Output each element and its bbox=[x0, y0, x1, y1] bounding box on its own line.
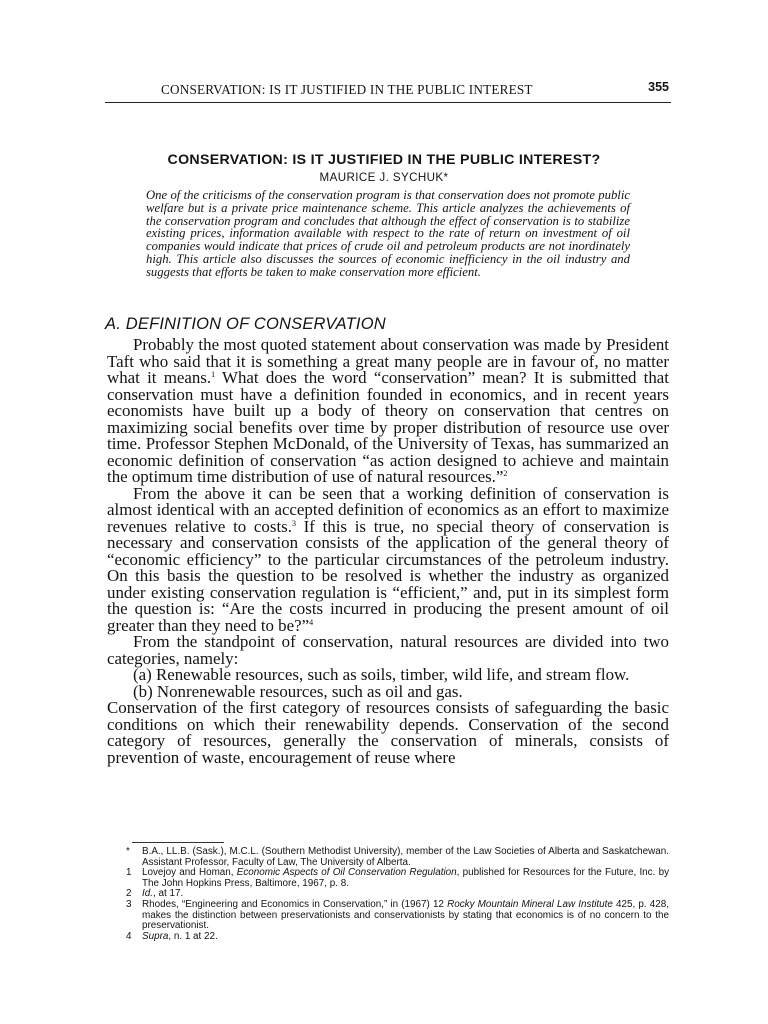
paragraph-3: From the standpoint of conservation, natural resources are divided into two categories, namely: bbox=[107, 632, 669, 668]
footnote-marker: 3 bbox=[126, 898, 132, 910]
article-title: CONSERVATION: IS IT JUSTIFIED IN THE PUBLIC INTEREST? bbox=[167, 152, 601, 168]
paragraph-4: Conservation of the first category of resources consists of safeguarding the basic conditions on which their renewability depends. Conservation of the second category of resources, generally the conservation of minerals, consists of prevention of waste, encouragement of reuse where bbox=[107, 698, 669, 767]
author-name: MAURICE J. SYCHUK* bbox=[319, 171, 449, 184]
footnote-text: 425, p. 428, makes the distinction between preservationists and conservationists by stating that economics is of no concern to the preservationist. bbox=[142, 898, 670, 932]
footnote-text: Rocky Mountain Mineral Law Institute bbox=[447, 898, 613, 910]
footnote-4 bbox=[126, 932, 669, 943]
footnote-text: Id. bbox=[142, 888, 153, 900]
section-heading: A. DEFINITION OF CONSERVATION bbox=[105, 315, 386, 333]
footnote-1 bbox=[126, 868, 669, 889]
paragraph-1 bbox=[107, 337, 669, 486]
footnote-marker: * bbox=[126, 846, 130, 857]
footnote-divider bbox=[132, 842, 224, 843]
paragraph-1-text-b: What does the word “conservation” mean? It is submitted that conservation must have a definition founded in economics, and in recent years economists have built up a body of theory on conservation that centres on maximizing social benefits over time by proper distribution of resource use over time. Professor Stephen McDonald, of the University of Texas, has summarized an economic definition of conservation “as action designed to achieve and maintain the optimum time distribution of use of natural resources.” bbox=[107, 368, 669, 486]
footnote-ref-4[interactable]: 4 bbox=[309, 617, 314, 627]
footnote-text: Rhodes, “Engineering and Economics in Conservation,” in (1967) 12 bbox=[142, 898, 448, 910]
running-header bbox=[105, 80, 671, 103]
footnote-3 bbox=[126, 900, 669, 932]
paragraph-2-text-a: From the above it can be seen that a working definition of conservation is almost identical with an accepted definition of economics as an effort to maximize revenues relative to costs. bbox=[107, 483, 669, 536]
footnote-author bbox=[126, 847, 669, 868]
paragraph-2 bbox=[107, 483, 669, 635]
abstract: One of the criticisms of the conservation program is that conservation does not promote public welfare but is a private price maintenance scheme. This article analyzes the achievements of the conservation program and concludes that although the effect of conservation is to stabilize existing prices, information available with respect to the rate of return on investment of oil companies would indicate that prices of crude oil and petroleum products are not inordinately high. This article also discusses the sources of economic inefficiency in the oil industry and suggests that efforts be taken to make conservation more efficient. bbox=[146, 188, 630, 279]
footnote-ref-2[interactable]: 2 bbox=[503, 469, 508, 478]
list-item-renewable: (a) Renewable resources, such as soils, timber, wild life, and stream flow. bbox=[133, 665, 630, 684]
paragraph-1-text-a: Probably the most quoted statement about conservation was made by President Taft who said that it is something a great many people are in favour of, no matter what it means. bbox=[107, 335, 669, 387]
footnote-text: , published for Resources for the Future, Inc. by The John Hopkins Press, Baltimore, 1967, p. 8. bbox=[142, 867, 670, 889]
footnote-ref-3[interactable]: 3 bbox=[291, 518, 296, 528]
footnote-text: Economic Aspects of Oil Conservation Regulation bbox=[236, 867, 457, 879]
paragraph-2-text-b: If this is true, no special theory of conservation is necessary and conservation consists of the application of the general theory of “economic efficiency” to the particular circumstances of the petroleum industry. On this basis the question to be resolved is whether the industry as organized under existing conservation regulation is “efficient,” and, put in its simplest form the question is: “Are the costs incurred in producing the present amount of oil greater than they need to be?” bbox=[107, 516, 669, 635]
footnote-text: Lovejoy and Homan, bbox=[142, 867, 237, 879]
running-title: CONSERVATION: IS IT JUSTIFIED IN THE PUBLIC INTEREST bbox=[161, 82, 533, 97]
page-number: 355 bbox=[648, 80, 669, 94]
footnote-text: Supra bbox=[142, 930, 169, 942]
footnote-text: , at 17. bbox=[152, 888, 184, 900]
footnote-text: B.A., LL.B. (Sask.), M.C.L. (Southern Methodist University), member of the Law Societies of Alberta and Saskatchewan. Assistant Professor, Faculty of Law, The University of Alberta. bbox=[142, 846, 669, 868]
article-body bbox=[107, 337, 669, 766]
footnotes bbox=[126, 847, 669, 942]
list-item-nonrenewable: (b) Nonrenewable resources, such as oil and gas. bbox=[133, 681, 463, 701]
footnote-marker: 2 bbox=[126, 888, 132, 900]
footnote-marker: 4 bbox=[126, 930, 132, 942]
footnote-marker: 1 bbox=[126, 867, 132, 879]
footnote-text: , n. 1 at 22. bbox=[168, 930, 218, 942]
footnote-ref-1[interactable]: 1 bbox=[211, 370, 216, 379]
